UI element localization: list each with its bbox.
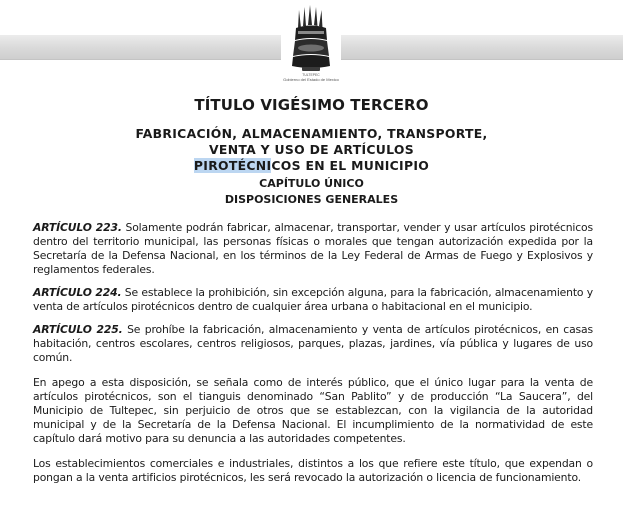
article-text: Solamente podrán fabricar, almacenar, transportar, vender y usar artículos pirotécnicos dentro del territorio municipal, las personas físicas o morales que tengan autorización expedida por la Secretaría de la Defensa Nacional, en los términos de la Ley Federal de Armas de Fuego y Explosivos y reglamentos federales. (33, 221, 593, 276)
selected-text-highlight[interactable]: PIROTÉCNI (193, 158, 272, 173)
section-subtitle (110, 126, 513, 174)
article-text: Se prohíbe la fabricación, almacenamiento y venta de artículos pirotécnicos, en casas habitación, centros escolares, centros religiosos, parques, plazas, jardines, vía pública y lugares de uso común. (33, 323, 593, 364)
svg-text:TULTEPEC: TULTEPEC (302, 73, 320, 77)
paragraph-public-interest: En apego a esta disposición, se señala como de interés público, que el único lugar para la venta de artículos pirotécnicos, son el tianguis denominado “San Pablito” y de producción “La Saucera”, del Municipio de Tultepec, sin perjuicio de otros que se establezcan, con la vigilancia de la autoridad municipal y de la Secretaría de la Defensa Nacional. El incumplimiento de la normatividad de este capítulo dará motivo para su denuncia a las autoridades competentes. (33, 376, 593, 445)
document-body (33, 221, 593, 496)
subtitle-line2: COS EN EL MUNICIPIO (271, 158, 430, 173)
article-224 (33, 286, 593, 314)
chapter-heading (0, 176, 623, 208)
paragraph-establishments: Los establecimientos comerciales e industriales, distintos a los que refiere este título, que expendan o pongan a la venta artificios pirotécnicos, les será revocado la autorización o licencia de funcionamiento. (33, 457, 593, 484)
chapter-subtitle: DISPOSICIONES GENERALES (224, 193, 399, 206)
article-225 (33, 323, 593, 365)
article-label: ARTÍCULO 223. (33, 221, 122, 234)
article-223 (33, 221, 593, 277)
logo-caption: Gobierno del Estado de Mexico (283, 77, 339, 82)
coat-of-arms-icon (286, 4, 336, 78)
article-label: ARTÍCULO 225. (33, 323, 123, 336)
subtitle-line1: FABRICACIÓN, ALMACENAMIENTO, TRANSPORTE, VENTA Y USO DE ARTÍCULOS (135, 126, 488, 157)
article-label: ARTÍCULO 224. (33, 286, 122, 299)
page-title: TÍTULO VIGÉSIMO TERCERO (194, 96, 429, 114)
chapter-title: CAPÍTULO ÚNICO (259, 177, 364, 190)
municipal-logo (281, 4, 341, 86)
article-text: Se establece la prohibición, sin excepción alguna, para la fabricación, almacenamiento y venta de artículos pirotécnicos dentro de cualquier área urbana o habitacional en el municipio. (33, 286, 593, 313)
